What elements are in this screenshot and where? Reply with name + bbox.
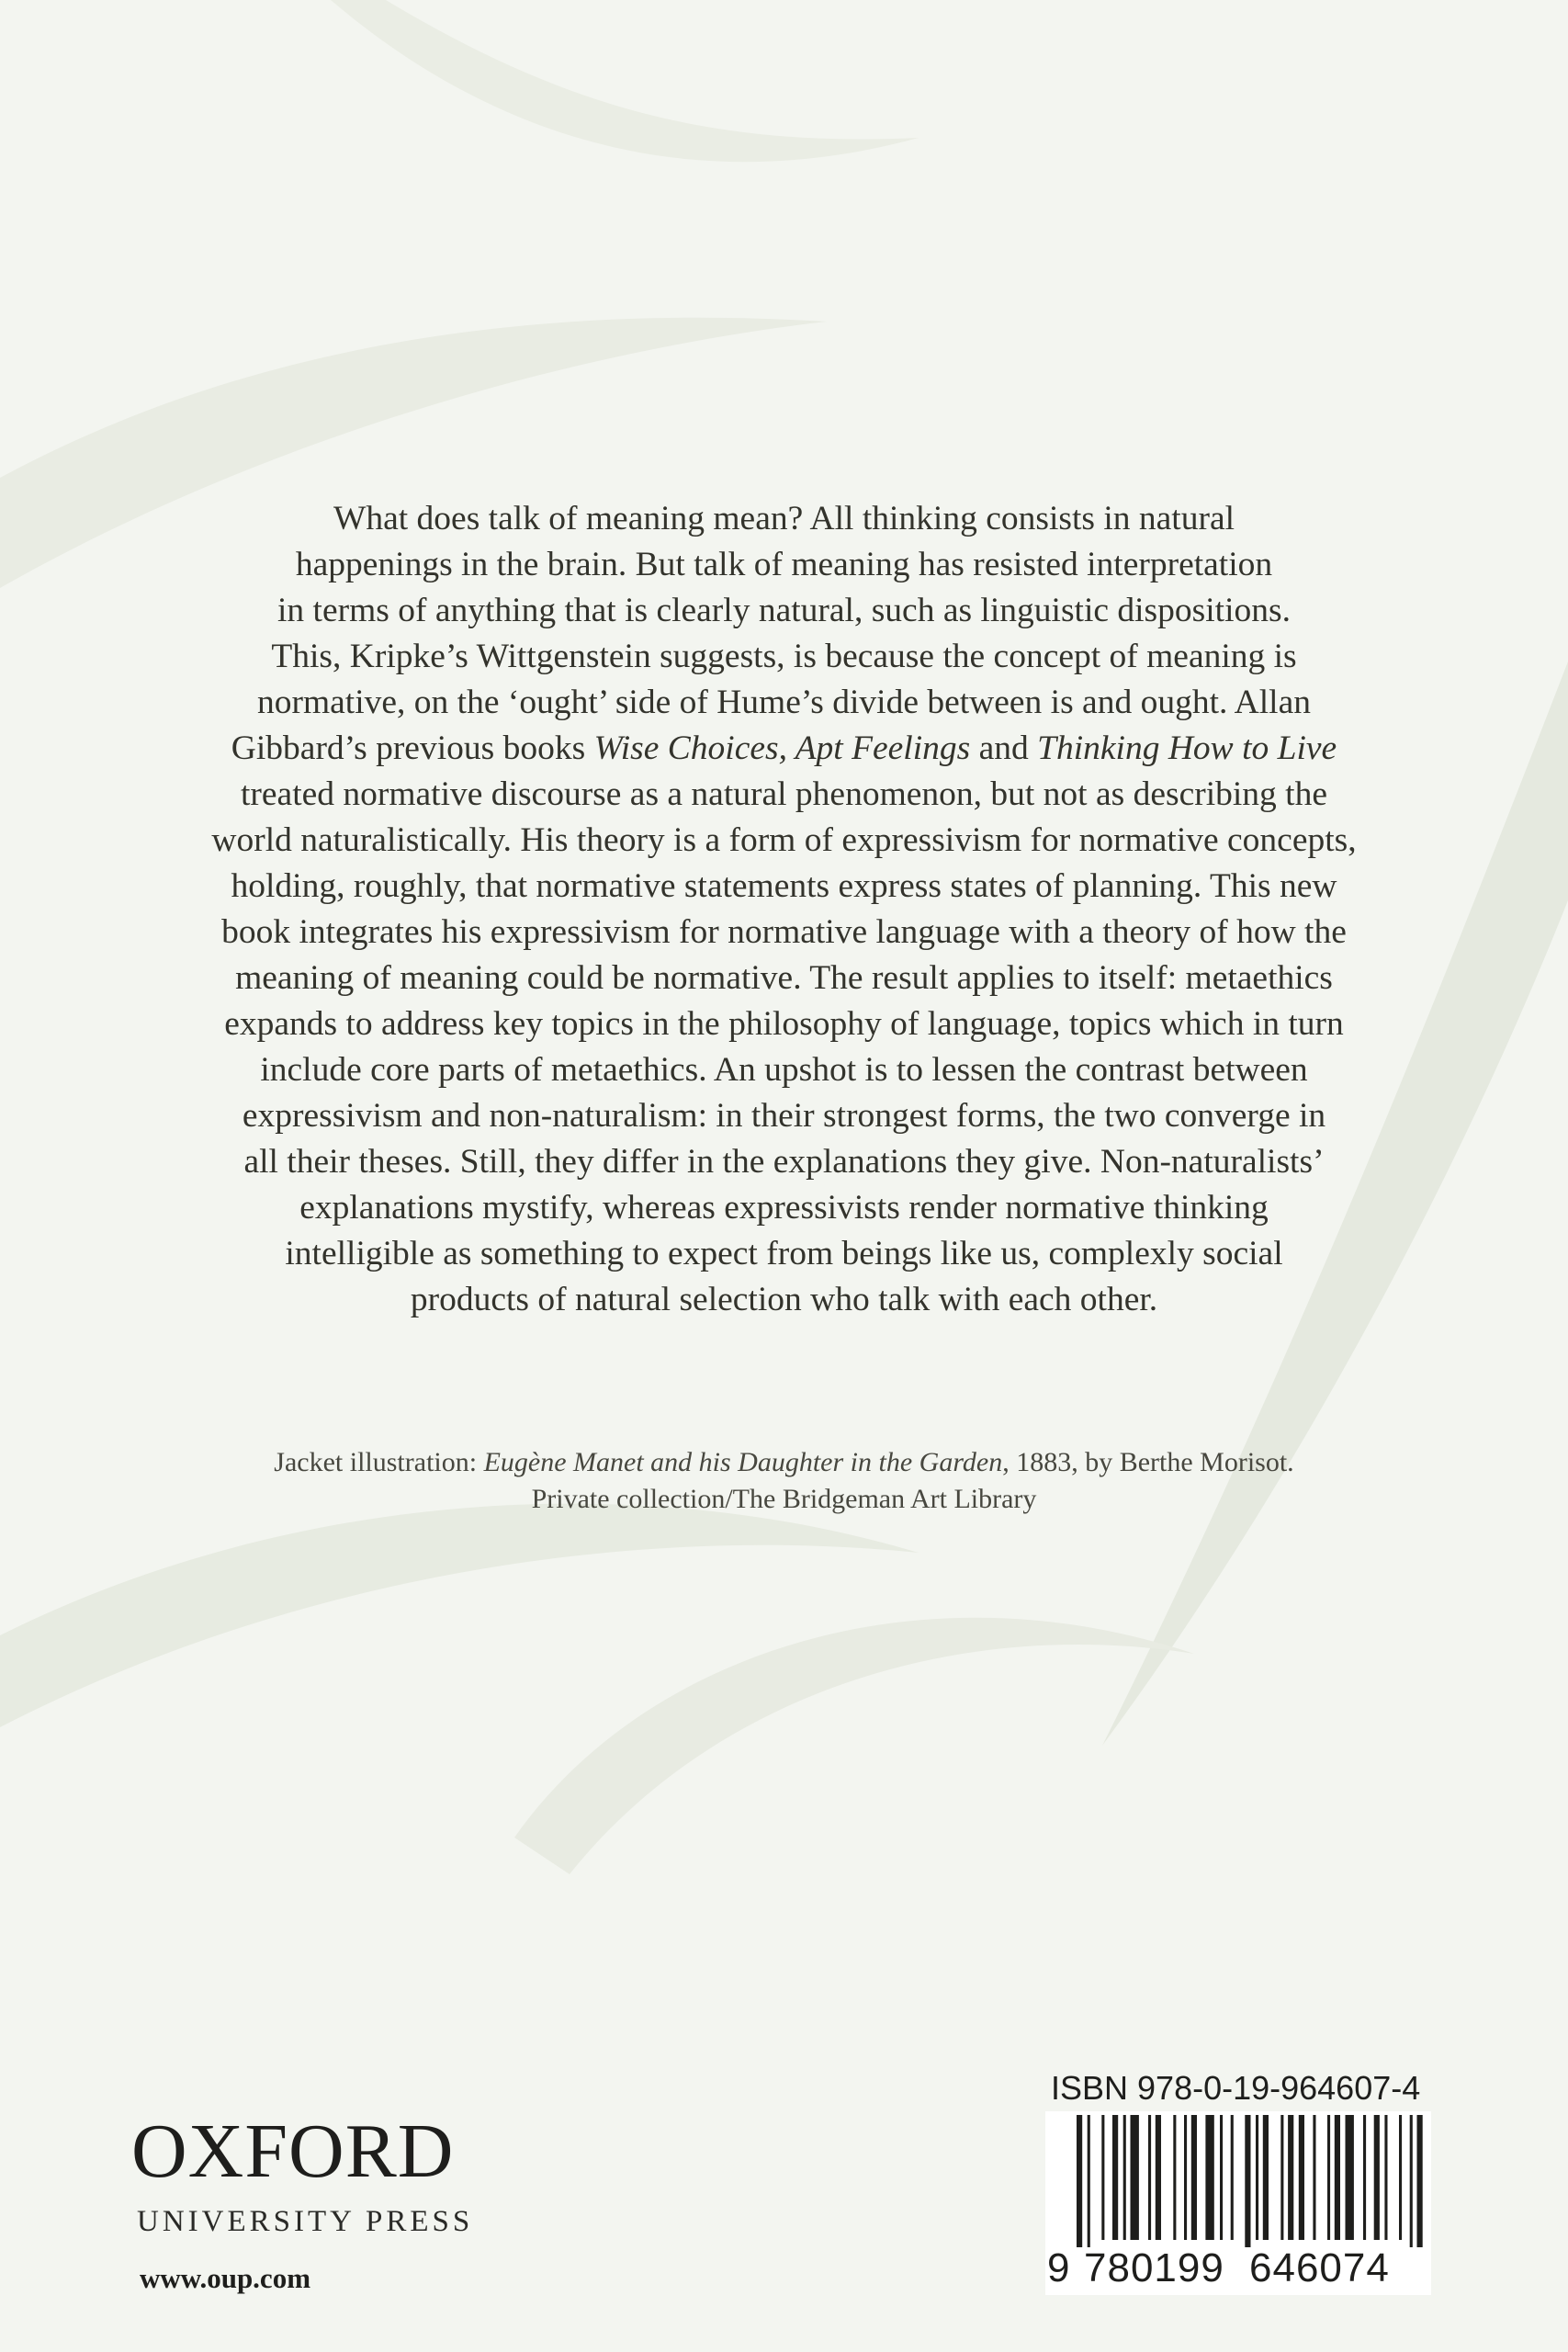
text-run: book integrates his expressivism for normative language with a theory of how the: [221, 913, 1347, 951]
barcode-bar: [1205, 2115, 1213, 2240]
barcode-digit-first: 9: [1047, 2245, 1070, 2290]
barcode-bar: [1131, 2115, 1139, 2240]
text-run: intelligible as something to expect from beings like us, complexly social: [285, 1235, 1283, 1272]
barcode-bar: [1417, 2115, 1423, 2247]
barcode-bar: [1156, 2115, 1161, 2240]
barcode-bar: [1173, 2115, 1176, 2240]
text-run: holding, roughly, that normative statements express states of planning. This new: [231, 867, 1337, 905]
publisher-logo: [131, 2109, 517, 2238]
blurb-line: [170, 1139, 1398, 1185]
barcode-bar: [1123, 2115, 1126, 2240]
barcode-bar: [1346, 2115, 1354, 2240]
blurb-line: [170, 542, 1398, 588]
blurb-line: [170, 634, 1398, 680]
text-run: include core parts of metaethics. An upshot is to lessen the contrast between: [260, 1051, 1308, 1089]
italic-title: Eugène Manet and his Daughter in the Garden: [483, 1447, 1003, 1477]
blurb-line: [170, 496, 1398, 542]
barcode-bar: [1384, 2115, 1387, 2240]
publisher-name: OXFORD: [131, 2109, 455, 2194]
text-run: treated normative discourse as a natural phenomenon, but not as describing the: [241, 775, 1327, 813]
isbn-label: ISBN 978-0-19-964607-4: [1051, 2069, 1421, 2107]
text-run: This, Kripke’s Wittgenstein suggests, is because the concept of meaning is: [271, 638, 1297, 675]
text-run: What does talk of meaning mean? All thinking consists in natural: [333, 500, 1235, 537]
italic-title: Thinking How to Live: [1037, 729, 1337, 767]
blurb-line: [170, 726, 1398, 772]
blurb-line: [170, 1047, 1398, 1093]
text-run: Gibbard’s previous books: [231, 729, 594, 767]
text-run: in terms of anything that is clearly natural, such as linguistic dispositions.: [277, 592, 1291, 629]
text-run: happenings in the brain. But talk of meaning has resisted interpretation: [295, 546, 1273, 583]
barcode-bar: [1148, 2115, 1151, 2240]
swirl-center-ring: [514, 1618, 1194, 1874]
barcode-bar: [1245, 2115, 1250, 2247]
caption-line: [170, 1481, 1398, 1518]
text-run: Private collection/The Bridgeman Art Library: [531, 1484, 1037, 1514]
blurb-line: [170, 864, 1398, 910]
barcode-bar: [1220, 2115, 1223, 2240]
text-run: expressivism and non-naturalism: in their strongest forms, the two converge in: [242, 1097, 1326, 1135]
barcode-bar: [1231, 2115, 1234, 2240]
barcode-bar: [1410, 2115, 1413, 2247]
publisher-subtitle: UNIVERSITY PRESS: [137, 2205, 474, 2238]
text-run: all their theses. Still, they differ in the explanations they give. Non-naturalists’: [243, 1143, 1325, 1181]
text-run: explanations mystify, whereas expressivists render normative thinking: [299, 1189, 1269, 1227]
blurb-line: [170, 680, 1398, 726]
jacket-illustration-caption: [170, 1444, 1398, 1518]
text-run: , 1883, by Berthe Morisot.: [1002, 1447, 1294, 1477]
swirl-top-arc: [331, 0, 919, 162]
barcode-digits: [1045, 2242, 1431, 2295]
blurb-line: [170, 772, 1398, 818]
barcode-bar: [1280, 2115, 1283, 2240]
barcode-bar: [1101, 2115, 1104, 2240]
barcode-bar: [1363, 2115, 1366, 2240]
blurb-line: [170, 588, 1398, 634]
text-run: products of natural selection who talk with each other.: [410, 1281, 1158, 1318]
barcode-bars: [1045, 2111, 1431, 2247]
barcode-bar: [1191, 2115, 1197, 2240]
barcode-bar: [1374, 2115, 1380, 2240]
blurb-line: [170, 910, 1398, 956]
barcode-bar: [1088, 2115, 1090, 2247]
blurb-line: [170, 956, 1398, 1001]
barcode-digits-left: 780199: [1084, 2245, 1224, 2290]
text-run: expands to address key topics in the philosophy of language, topics which in turn: [224, 1005, 1344, 1043]
barcode-bar: [1077, 2115, 1082, 2247]
italic-title: Wise Choices, Apt Feelings: [593, 729, 971, 767]
barcode-bar: [1263, 2115, 1269, 2240]
blurb-line: [170, 1185, 1398, 1231]
text-run: world naturalistically. His theory is a form of expressivism for normative concepts,: [211, 821, 1357, 859]
blurb-line: [170, 1277, 1398, 1323]
caption-line: [170, 1444, 1398, 1481]
barcode-bar: [1256, 2115, 1258, 2240]
barcode-bar: [1288, 2115, 1293, 2240]
barcode: [1045, 2111, 1431, 2295]
barcode-bar: [1313, 2115, 1315, 2240]
barcode-bar: [1299, 2115, 1304, 2240]
barcode-bar: [1335, 2115, 1340, 2240]
blurb-text: [170, 496, 1398, 1323]
text-run: normative, on the ‘ought’ side of Hume’s divide between is and ought. Allan: [257, 684, 1311, 721]
blurb-line: [170, 1093, 1398, 1139]
text-run: and: [970, 729, 1038, 767]
text-run: Jacket illustration:: [274, 1447, 484, 1477]
text-run: meaning of meaning could be normative. The result applies to itself: metaethics: [235, 959, 1333, 997]
barcode-bar: [1184, 2115, 1187, 2240]
publisher-website: www.oup.com: [140, 2262, 311, 2294]
barcode-digits-right: 646074: [1249, 2245, 1390, 2290]
blurb-line: [170, 1001, 1398, 1047]
blurb-line: [170, 1231, 1398, 1277]
blurb-line: [170, 818, 1398, 864]
barcode-bar: [1327, 2115, 1330, 2240]
barcode-bar: [1399, 2115, 1402, 2240]
barcode-bar: [1112, 2115, 1118, 2240]
